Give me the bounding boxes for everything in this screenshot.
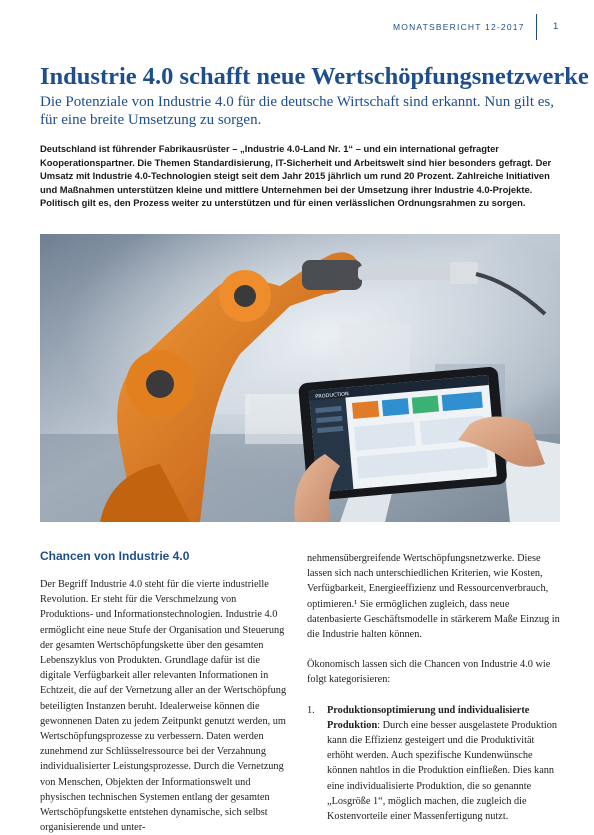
column-left xyxy=(40,577,287,835)
body-paragraph: Der Begriff Industrie 4.0 steht für die vierte industrielle Revolution. Er steht für die Verschmelzung von Produktions- und Informationstechnologien. Industrie 4.0 ermöglicht eine neue Stufe der Organisation und Steuerung der gesamten Wertschöpfungskette über den gesamten Lebenszyklus von Produkten. Grundlage dafür ist die digitale Verfügbarkeit aller relevanten Informationen in Echtzeit, die auf der Vernetzung aller an der Wertschöpfung beteiligten Instanzen beruht. Idealerweise können die gewonnenen Daten zu jedem Zeitpunkt genutzt werden, um Wertschöpfungsprozesse zu verbessern. Daten werden zunehmend zur Schlüsselressource bei der Verzahnung individualisierter Leistungsprozesse. Durch die Vernetzung von Menschen, Objekten der Informationswelt und physischen technischen Systemen entlang der gesamten Wertschöpfungskette entstehen dynamische, sich selbst organisierende und unter- xyxy=(40,579,287,834)
tablet-brand: PRODUCTION xyxy=(315,391,350,401)
list-text: : Durch eine besser ausgelastete Produktion kann die Effizienz gesteigert und die Produktivität erhöht werden. Auch spezifische Kundenwünsche können nahtlos in die Produktion einfließen. Dies kann eine individualisierte Produktion, die so genannte „Losgröße 1“, möglich machen, die zugleich die Kostenvorteile einer Massenfertigung nutzt. xyxy=(327,719,558,823)
body-paragraph: Ökonomisch lassen sich die Chancen von Industrie 4.0 wie folgt kategorisieren: xyxy=(307,659,551,686)
report-label: MONATSBERICHT 12-2017 xyxy=(393,22,525,32)
article-title: Industrie 4.0 schafft neue Wertschöpfungsnetzwerke xyxy=(40,63,589,90)
robot-arm-tablet-illustration xyxy=(40,234,560,522)
list-item xyxy=(307,703,560,825)
list-number: 1. xyxy=(307,704,315,716)
lead-paragraph: Deutschland ist führender Fabrikausrüster – „Industrie 4.0-Land Nr. 1“ – und ein international gefragter Kooperationspartner. Die Themen Standardisierung, IT-Sicherheit und Arbeitswelt sind hier besonders gefragt. Der Umsatz mit Industrie 4.0-Technologien steigt seit dem Jahr 2015 jährlich um rund 20 Prozent. Zahlreiche Initiativen und Maßnahmen unterstützen kleine und mittlere Unternehmen bei der Umsetzung ihrer Industrie 4.0-Projekte. Politisch gilt es, den Prozess weiter zu unterstützen und für einen verlässlichen Ordnungsrahmen zu sorgen. xyxy=(40,143,552,209)
page-number: 1 xyxy=(553,21,559,32)
article-subtitle: Die Potenziale von Industrie 4.0 für die deutsche Wirtschaft sind erkannt. Nun gilt es, für eine breite Umsetzung zu sorgen. xyxy=(40,94,554,128)
section-heading: Chancen von Industrie 4.0 xyxy=(40,549,190,563)
hero-image xyxy=(40,234,560,522)
list-body xyxy=(327,703,560,825)
column-right xyxy=(307,551,560,824)
header-divider xyxy=(536,14,537,40)
list-heading: Produktionsoptimierung und individualisierte Produktion xyxy=(327,704,530,731)
body-paragraph: nehmensübergreifende Wertschöpfungsnetzwerke. Diese lassen sich nach unterschiedlichen Kriterien, wie Kosten, Verfügbarkeit, Energieeffizienz und Ressourcenverbrauch, optimieren.¹ Sie ermöglichen zugleich, dass neue datenbasierte Geschäftsmodelle in stärkerem Maße Einzug in die Industrie halten können. xyxy=(307,553,560,641)
